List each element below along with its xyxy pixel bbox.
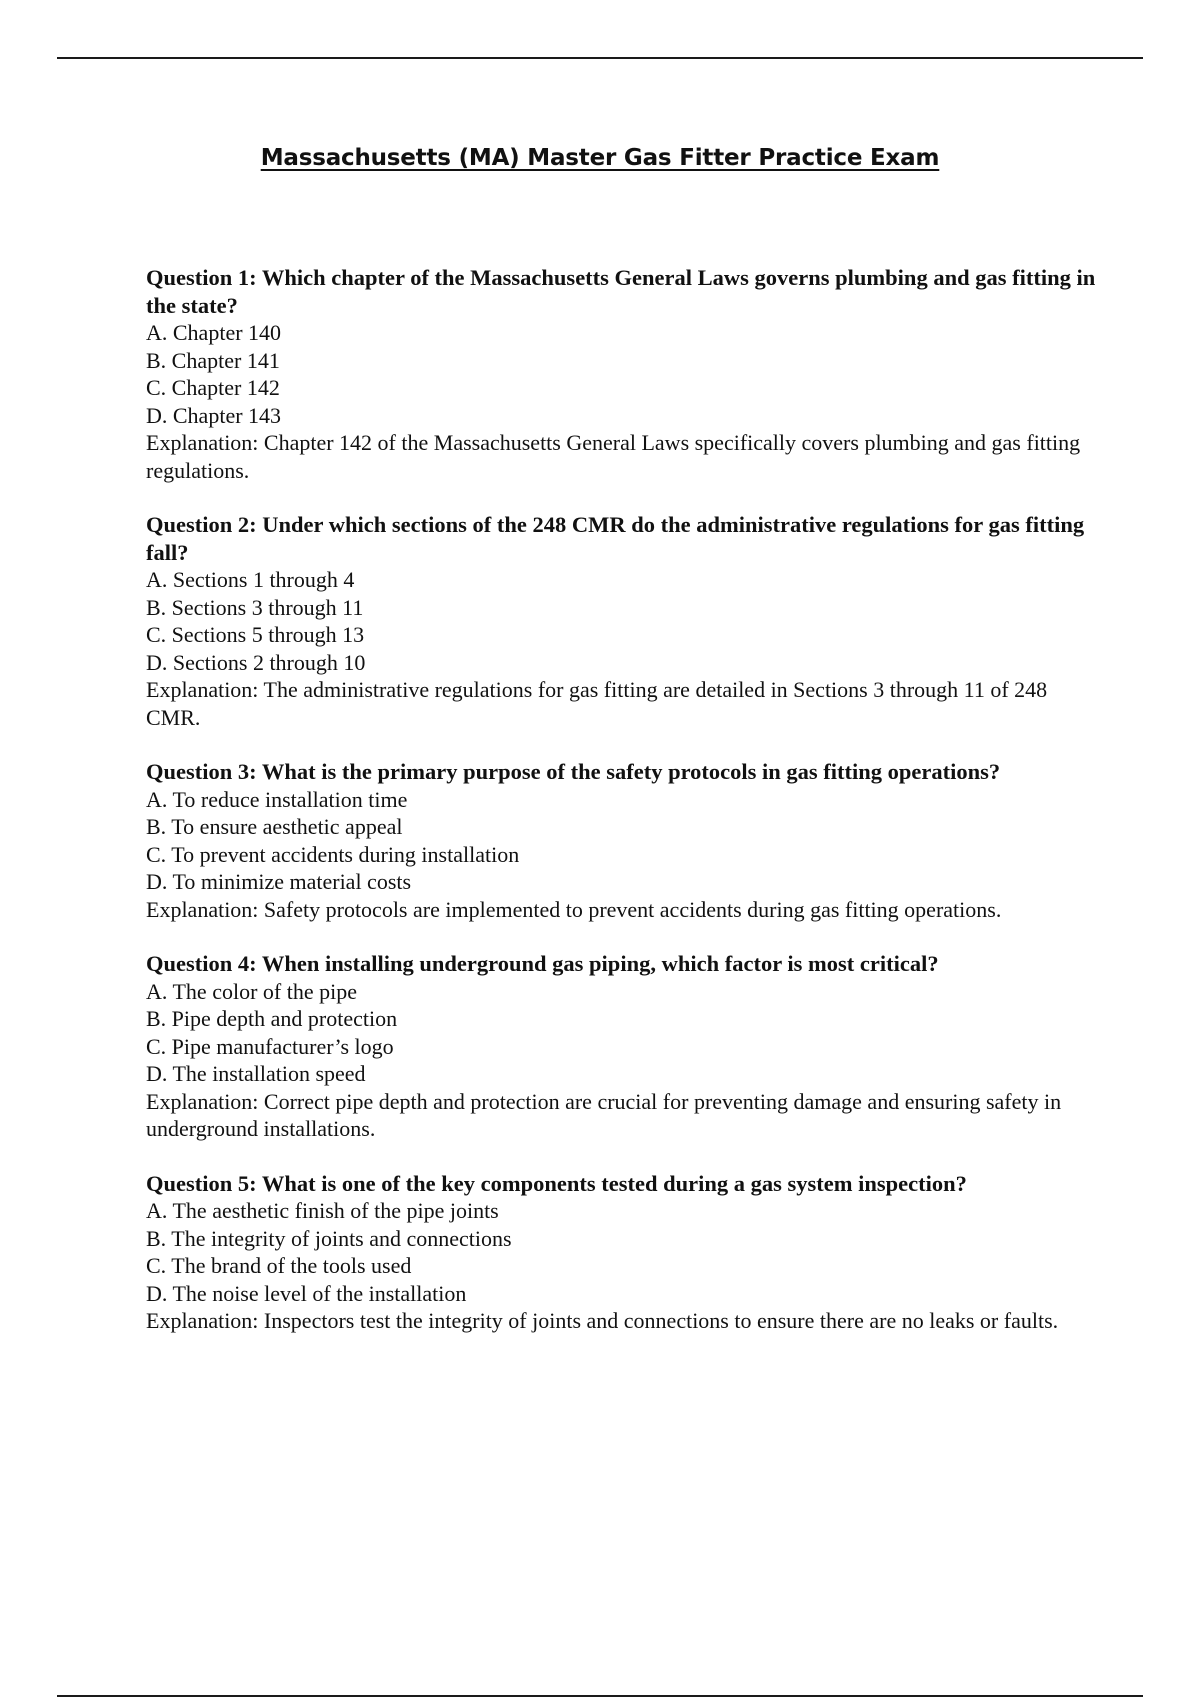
option-d: D. The noise level of the installation: [146, 1280, 467, 1306]
option-b: B. Chapter 141: [146, 347, 280, 373]
explanation: Explanation: Chapter 142 of the Massachusetts General Laws specifically covers plumbing and gas fitting regulations.: [146, 430, 1081, 483]
option-b: B. Pipe depth and protection: [146, 1006, 398, 1031]
explanation: Explanation: Correct pipe depth and protection are crucial for preventing damage and ensuring safety in underground installations.: [146, 1088, 1062, 1141]
top-divider: [57, 57, 1143, 59]
explanation: Explanation: The administrative regulations for gas fitting are detailed in Sections 3 through 11 of 248 CMR.: [146, 677, 1048, 730]
question-5: [146, 1170, 1096, 1335]
option-a: A. Sections 1 through 4: [146, 567, 355, 592]
question-text: Question 3: What is the primary purpose of the safety protocols in gas fitting operations?: [146, 759, 1001, 784]
document-title: Massachusetts (MA) Master Gas Fitter Practice Exam: [260, 145, 940, 171]
question-text: Question 2: Under which sections of the 248 CMR do the administrative regulations for gas fitting fall?: [146, 512, 1085, 565]
option-b: B. Sections 3 through 11: [146, 594, 364, 620]
bottom-divider: [57, 1695, 1143, 1697]
question-text: Question 1: Which chapter of the Massachusetts General Laws governs plumbing and gas fitting in the state?: [146, 265, 1096, 318]
explanation: Explanation: Inspectors test the integrity of joints and connections to ensure there are no leaks or faults.: [146, 1308, 1059, 1333]
option-c: C. The brand of the tools used: [146, 1253, 412, 1278]
option-d: D. Chapter 143: [146, 402, 282, 428]
question-text: Question 5: What is one of the key components tested during a gas system inspection?: [146, 1170, 967, 1196]
option-a: A. To reduce installation time: [146, 786, 408, 812]
option-a: A. The color of the pipe: [146, 978, 357, 1004]
option-d: D. Sections 2 through 10: [146, 649, 366, 675]
option-d: D. To minimize material costs: [146, 869, 412, 894]
option-c: C. Chapter 142: [146, 375, 280, 400]
question-2: [146, 511, 1096, 731]
option-a: A. Chapter 140: [146, 320, 282, 345]
question-3: [146, 758, 1096, 923]
explanation: Explanation: Safety protocols are implemented to prevent accidents during gas fitting operations.: [146, 896, 1002, 922]
option-c: C. To prevent accidents during installation: [146, 841, 520, 867]
option-d: D. The installation speed: [146, 1061, 366, 1086]
question-1: [146, 264, 1096, 484]
option-b: B. To ensure aesthetic appeal: [146, 814, 403, 839]
option-a: A. The aesthetic finish of the pipe joints: [146, 1198, 499, 1223]
question-list: [146, 264, 1096, 1362]
question-4: [146, 950, 1096, 1143]
option-c: C. Sections 5 through 13: [146, 622, 365, 647]
option-b: B. The integrity of joints and connections: [146, 1225, 512, 1251]
option-c: C. Pipe manufacturer’s logo: [146, 1033, 394, 1059]
question-text: Question 4: When installing underground gas piping, which factor is most critical?: [146, 951, 939, 976]
